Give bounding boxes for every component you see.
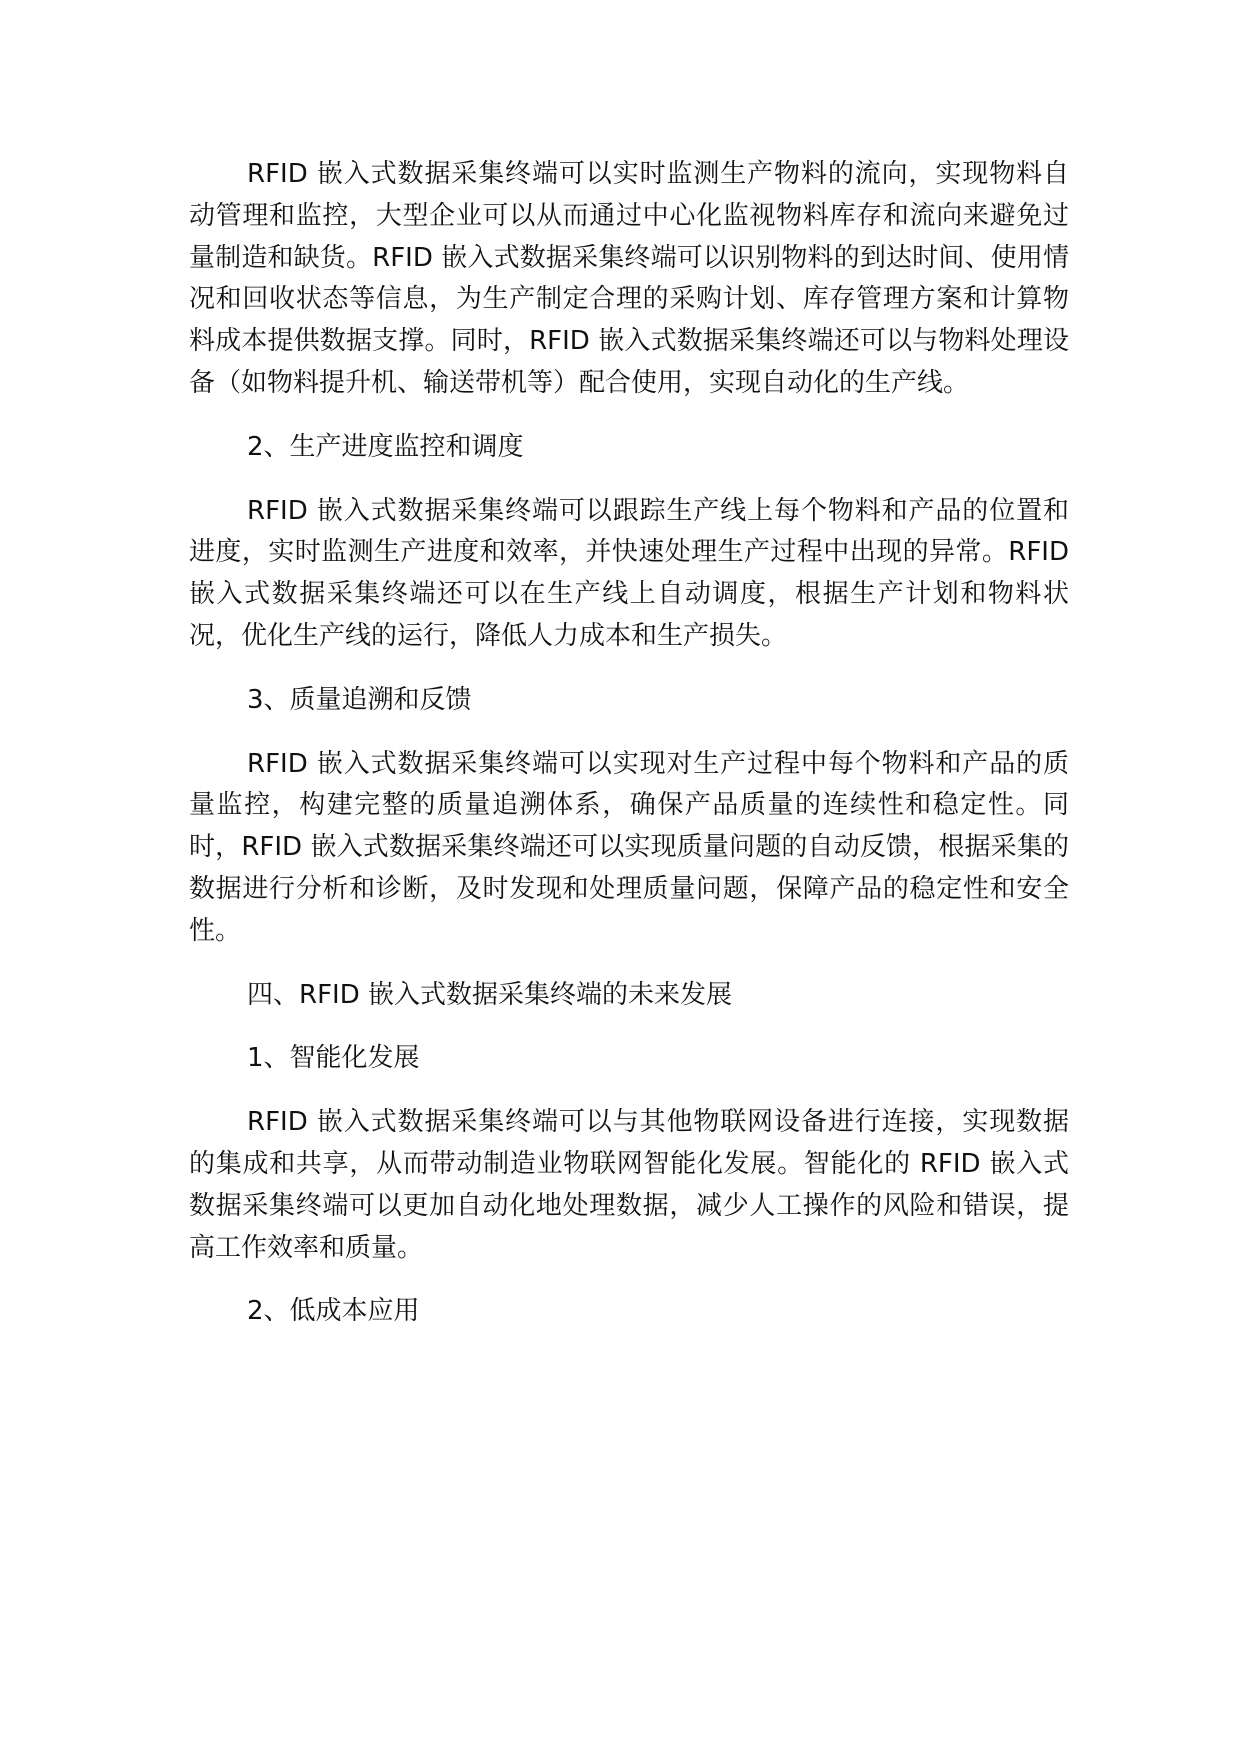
- heading-intelligent-development: 1、智能化发展: [247, 1043, 420, 1074]
- heading-future-development: 四、RFID 嵌入式数据采集终端的未来发展: [247, 979, 732, 1010]
- document-body: [189, 154, 1069, 1355]
- heading-low-cost-application: 2、低成本应用: [247, 1296, 420, 1327]
- paragraph-quality-trace: RFID 嵌入式数据采集终端可以实现对生产过程中每个物料和产品的质量监控，构建完整的质量追溯体系，确保产品质量的连续性和稳定性。同时，RFID 嵌入式数据采集终端还可以实现质量问题的自动反馈，根据采集的数据进行分析和诊断，及时发现和处理质量问题，保障产品的稳定性和安全性。: [189, 748, 1069, 946]
- heading-production-progress: 2、生产进度监控和调度: [247, 431, 524, 462]
- paragraph-intelligent-development: RFID 嵌入式数据采集终端可以与其他物联网设备进行连接，实现数据的集成和共享，从而带动制造业物联网智能化发展。智能化的 RFID 嵌入式数据采集终端可以更加自动化地处理数据，减少人工操作的风险和错误，提高工作效率和质量。: [189, 1107, 1069, 1263]
- heading-quality-trace: 3、质量追溯和反馈: [247, 684, 472, 715]
- paragraph-production-progress: RFID 嵌入式数据采集终端可以跟踪生产线上每个物料和产品的位置和进度，实时监测生产进度和效率，并快速处理生产过程中出现的异常。RFID 嵌入式数据采集终端还可以在生产线上自动调度，根据生产计划和物料状况，优化生产线的运行，降低人力成本和生产损失。: [189, 495, 1069, 651]
- paragraph-material-tracking: RFID 嵌入式数据采集终端可以实时监测生产物料的流向，实现物料自动管理和监控，大型企业可以从而通过中心化监视物料库存和流向来避免过量制造和缺货。RFID 嵌入式数据采集终端可以识别物料的到达时间、使用情况和回收状态等信息，为生产制定合理的采购计划、库存管理方案和计算物料成本提供数据支撑。同时，RFID 嵌入式数据采集终端还可以与物料处理设备（如物料提升机、输送带机等）配合使用，实现自动化的生产线。: [189, 159, 1069, 398]
